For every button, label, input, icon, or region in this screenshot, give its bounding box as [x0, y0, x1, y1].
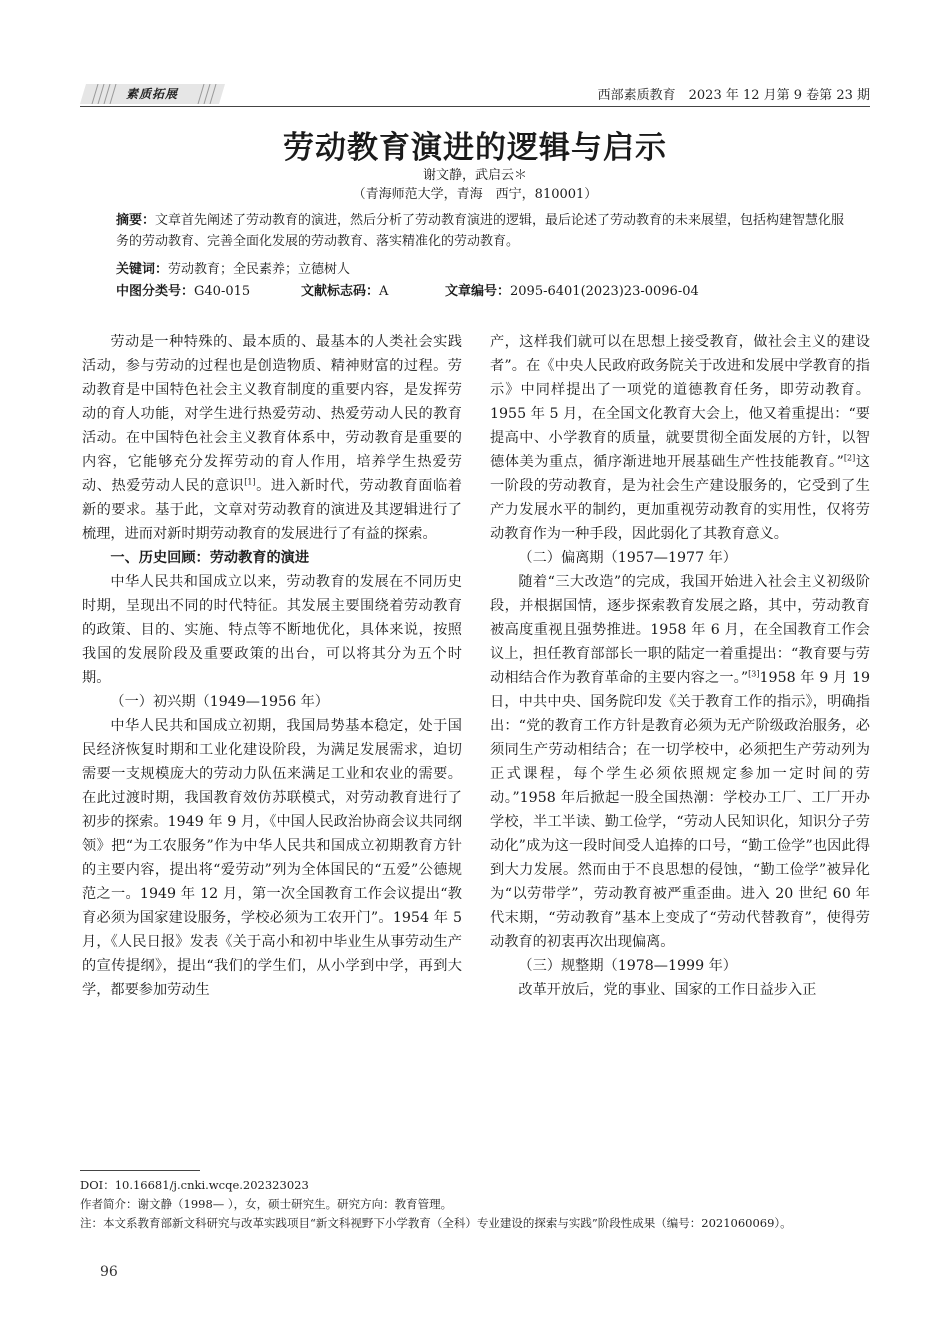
article-number-label: 文章编号： — [445, 284, 511, 299]
article-number-value: 2095-6401(2023)23-0096-04 — [510, 284, 699, 299]
subsection-heading: （三）规整期（1978—1999 年） — [518, 958, 737, 974]
article-title: 劳动教育演进的逻辑与启示 — [283, 130, 667, 166]
paragraph: 中华人民共和国成立以来，劳动教育的发展在不同历史时期，呈现出不同的时代特征。其发展主要围绕着劳动教育的政策、目的、实施、特点等不断地优化，具体来说，按照我国的发展阶段及重要政策的出台，可以将其分为五个时期。 — [82, 574, 462, 686]
body-column-right — [490, 330, 870, 1002]
section-heading: 一、历史回顾：劳动教育的演进 — [110, 550, 310, 566]
clc-value: G40-015 — [194, 284, 251, 299]
document-code — [301, 281, 445, 302]
citation-ref: [1] — [244, 477, 256, 487]
citation-ref: [2] — [843, 453, 856, 463]
keywords-text: 劳动教育；全民素养；立德树人 — [168, 262, 351, 277]
doi: DOI：10.16681/j.cnki.wcqe.202323023 — [80, 1178, 309, 1192]
article-number — [445, 281, 699, 302]
abstract-label: 摘要： — [116, 213, 156, 228]
clc-code — [116, 281, 301, 302]
footnotes — [80, 1176, 870, 1233]
footnote-divider — [80, 1170, 200, 1171]
doc-label: 文献标志码： — [301, 284, 380, 299]
section-tag-label: 素质拓展 — [126, 87, 179, 101]
funding-note: 注：本文系教育部新文科研究与改革实践项目“新文科视野下小学教育（全科）专业建设的探索与实践”阶段性成果（编号：2021060069）。 — [80, 1216, 792, 1230]
page-number: 96 — [100, 1264, 118, 1280]
citation-ref: [3] — [748, 669, 760, 679]
keywords — [116, 259, 846, 280]
journal-info: 西部素质教育 2023 年 12 月第 9 卷第 23 期 — [597, 88, 870, 103]
abstract — [116, 210, 846, 252]
paragraph: 中华人民共和国成立初期，我国局势基本稳定，处于国民经济恢复时期和工业化建设阶段，为满足发展需求，迫切需要一支规模庞大的劳动力队伍来满足工业和农业的需要。在此过渡时期，我国教育效仿苏联模式，对劳动教育进行了初步的探索。1949 年 9 月，《中国人民政治协商会议共同纲领》把“为工农服务”作为中华人民共和国成立初期教育方针的主要内容，提出将“爱劳动”列为全体国民的“五爱”公德规范之一。1949 年 12 月，第一次全国教育工作会议提出“教育必须为国家建设服务，学校必须为工农开门”。1954 年 5 月，《人民日报》发表《关于高小和初中毕业生从事劳动生产的宣传提纲》，提出“我们的学生们，从小学到中学，再到大学，都要参加劳动生 — [82, 718, 462, 998]
paragraph: 改革开放后，党的事业、国家的工作日益步入正 — [518, 982, 817, 998]
doc-value: A — [379, 284, 389, 299]
article-authors: 谢文静，武启云＊ — [422, 168, 527, 183]
body-column-left — [82, 330, 462, 1002]
paragraph: 产，这样我们就可以在思想上接受教育，做社会主义的建设者”。在《中央人民政府政务院关于改进和发展中学教育的指示》中同样提出了一项党的道德教育任务，即劳动教育。1955 年 5 月，在全国文化教育大会上，他又着重提出：“要提高中、小学教育的质量，就要贯彻全面发展的方针，以智德体美为重点，循序渐进地开展基础生产性技能教育。”[2]这一阶段的劳动教育，是为社会生产建设服务的，它受到了生产力发展水平的制约，更加重视劳动教育的实用性，仅将劳动教育作为一种手段，因此弱化了其教育意义。 — [490, 334, 870, 542]
paragraph: 劳动是一种特殊的、最本质的、最基本的人类社会实践活动，参与劳动的过程也是创造物质、精神财富的过程。劳动教育是中国特色社会主义教育制度的重要内容，是发挥劳动的育人功能，对学生进行热爱劳动、热爱劳动人民的教育活动。在中国特色社会主义教育体系中，劳动教育是重要的内容，它能够充分发挥劳动的育人作用，培养学生热爱劳动、热爱劳动人民的意识[1]。进入新时代，劳动教育面临着新的要求。基于此，文章对劳动教育的演进及其逻辑进行了梳理，进而对新时期劳动教育的发展进行了有益的探索。 — [82, 334, 462, 542]
paragraph: 随着“三大改造”的完成，我国开始进入社会主义初级阶段，并根据国情，逐步探索教育发展之路，其中，劳动教育被高度重视且强势推进。1958 年 6 月，在全国教育工作会议上，担任教育部部长一职的陆定一着重提出：“教育要与劳动相结合作为教育革命的主要内容之一。”[3]1958 年 9 月 19 日，中共中央、国务院印发《关于教育工作的指示》，明确指出：“党的教育工作方针是教育必须为无产阶级政治服务，必须同生产劳动相结合；在一切学校中，必须把生产劳动列为正式课程，每个学生必须依照规定参加一定时间的劳动。”1958 年后掀起一股全国热潮：学校办工厂、工厂开办学校，半工半读、勤工俭学，“劳动人民知识化，知识分子劳动化”成为这一段时间受人追捧的口号，“勤工俭学”也因此得到大力发展。然而由于不良思想的侵蚀，“勤工俭学”被异化为“以劳带学”，劳动教育被严重歪曲。进入 20 世纪 60 年代末期，“劳动教育”基本上变成了“劳动代替教育”，使得劳动教育的初衷再次出现偏离。 — [490, 574, 870, 950]
author-bio: 作者简介：谢文静（1998— ），女，硕士研究生。研究方向：教育管理。 — [80, 1197, 453, 1211]
keywords-label: 关键词： — [116, 262, 169, 277]
classification-line — [116, 281, 846, 302]
section-tag — [80, 84, 225, 104]
header-divider — [80, 106, 870, 107]
article-affiliation: （青海师范大学，青海 西宁，810001） — [352, 187, 598, 202]
abstract-text: 文章首先阐述了劳动教育的演进，然后分析了劳动教育演进的逻辑，最后论述了劳动教育的未来展望，包括构建智慧化服务的劳动教育、完善全面化发展的劳动教育、落实精准化的劳动教育。 — [116, 213, 845, 249]
clc-label: 中图分类号： — [116, 284, 195, 299]
subsection-heading: （二）偏离期（1957—1977 年） — [518, 550, 737, 566]
subsection-heading: （一）初兴期（1949—1956 年） — [110, 694, 329, 710]
